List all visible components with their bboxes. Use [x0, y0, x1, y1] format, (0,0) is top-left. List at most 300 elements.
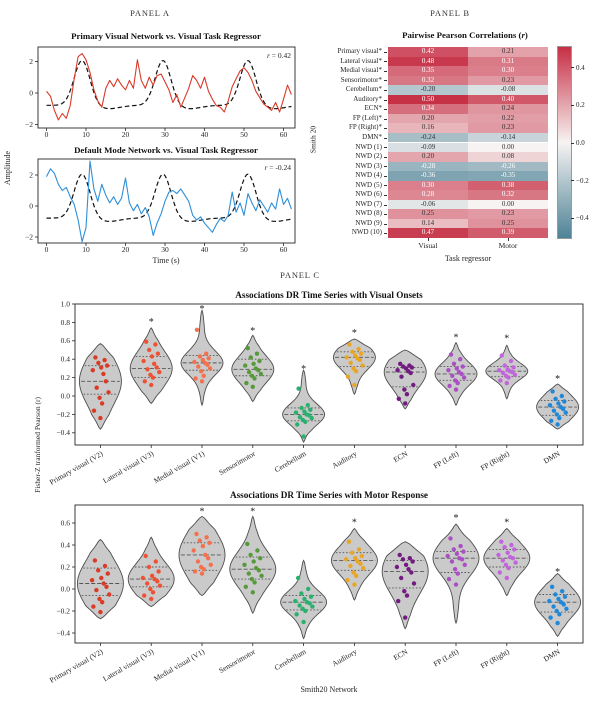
heatmap-cell: 0.14 — [388, 219, 468, 229]
heatmap-y-tick — [384, 109, 387, 110]
violin-dot — [557, 416, 561, 420]
violin-dot — [150, 354, 154, 358]
violin-dot — [257, 568, 261, 572]
category-label: Medial visual (V1) — [152, 448, 206, 486]
heatmap-row-label: NWD (3) — [355, 161, 382, 170]
significance-asterisk: * — [351, 517, 357, 529]
heatmap-cell: 0.25 — [388, 209, 468, 219]
category-label: FP (Right) — [478, 646, 511, 671]
violin-dot — [142, 593, 146, 597]
significance-asterisk: * — [148, 316, 154, 328]
violin-dot — [455, 366, 459, 370]
heatmap-y-tick — [384, 166, 387, 167]
category-label: Medial visual (V1) — [152, 646, 206, 684]
violin-dot — [202, 567, 206, 571]
violin-dot — [248, 553, 252, 557]
heatmap-title-close: ) — [524, 30, 528, 40]
y-tick-label: 0.2 — [60, 562, 70, 572]
violin-body — [484, 529, 530, 596]
panel-c-plots — [0, 282, 600, 709]
violin-dot — [145, 367, 149, 371]
violin-dot — [405, 593, 409, 597]
violin-dot — [296, 576, 300, 580]
violin-dot — [310, 604, 314, 608]
violin-body — [232, 335, 274, 401]
significance-asterisk: * — [504, 517, 510, 529]
significance-asterisk: * — [453, 513, 459, 525]
heatmap-row-label: NWD (1) — [355, 142, 382, 151]
heatmap-y-tick — [384, 233, 387, 234]
heatmap-y-tick — [384, 224, 387, 225]
violin-dot — [410, 559, 414, 563]
significance-asterisk: * — [555, 373, 561, 385]
heatmap-cell: 0.32 — [388, 76, 468, 86]
category-label: Cerebellum — [272, 448, 308, 475]
heatmap-cell: 0.48 — [388, 57, 468, 67]
heatmap-cell: 0.23 — [468, 123, 548, 133]
violin-dot — [555, 422, 559, 426]
panel-b-label: PANEL B — [430, 8, 470, 18]
heatmap-row-label: NWD (9) — [355, 218, 382, 227]
violin-dot — [147, 565, 151, 569]
violin-dot — [91, 368, 95, 372]
violin-dot — [411, 383, 415, 387]
violin-dot — [99, 576, 103, 580]
heatmap-cell: 0.47 — [388, 228, 468, 238]
task-regressor-line — [47, 61, 292, 109]
violin-dot — [202, 374, 206, 378]
heatmap-cell: -0.06 — [388, 200, 468, 210]
violin-dot — [205, 363, 209, 367]
violin-dot — [560, 589, 564, 593]
y-tick-label: 0.4 — [60, 354, 70, 364]
violin-dot — [549, 419, 553, 423]
heatmap-y-tick — [384, 52, 387, 53]
violin-dot — [256, 368, 260, 372]
heatmap-cell: -0.14 — [468, 133, 548, 143]
heatmap-cell: 0.32 — [468, 190, 548, 200]
violin-dot — [513, 560, 517, 564]
heatmap-xlabel: Task regressor — [444, 254, 492, 263]
significance-asterisk: * — [453, 332, 459, 344]
violin-dot — [446, 554, 450, 558]
violin-dot — [458, 544, 462, 548]
heatmap-cell: 0.39 — [468, 228, 548, 238]
violin-dot — [403, 401, 407, 405]
violin-dot — [208, 366, 212, 370]
violin-dot — [398, 553, 402, 557]
category-label: Auditory — [330, 448, 359, 471]
violin-dot — [198, 538, 202, 542]
violin-dot — [497, 368, 501, 372]
heatmap-y-tick — [384, 176, 387, 177]
category-label: Sensorimotor — [217, 448, 257, 477]
violin-dot — [303, 420, 307, 424]
violin-dot — [200, 571, 204, 575]
category-label: Cerebellum — [272, 646, 308, 673]
heatmap-cell: 0.30 — [468, 66, 548, 76]
violin-dot — [449, 352, 453, 356]
violin-dot — [452, 547, 456, 551]
violin-dot — [103, 564, 107, 568]
heatmap-row-label: Sensorimotor* — [340, 75, 382, 84]
network-timeseries-line — [47, 161, 292, 242]
violin-dot — [555, 412, 559, 416]
violin-dot — [506, 551, 510, 555]
violin-dot — [555, 621, 559, 625]
violin-dot — [401, 557, 405, 561]
violin-dot — [147, 348, 151, 352]
x-tick-label: 30 — [161, 245, 169, 254]
violin-dot — [358, 562, 362, 566]
violin-dot — [509, 359, 513, 363]
significance-asterisk: * — [199, 304, 205, 316]
heatmap-cell: -0.26 — [468, 162, 548, 172]
violin-dot — [244, 585, 248, 589]
violin-dot — [402, 387, 406, 391]
heatmap-cell: -0.28 — [388, 162, 468, 172]
violin-dot — [310, 416, 314, 420]
colorbar-tick-label: −0.2 — [576, 176, 589, 185]
heatmap-cell: -0.08 — [468, 85, 548, 95]
category-label: FP (Left) — [431, 448, 460, 471]
violin-dot — [301, 434, 305, 438]
violin-dot — [399, 576, 403, 580]
violin-dot — [562, 602, 566, 606]
violin-dot — [345, 355, 349, 359]
heatmap-cell: 0.38 — [468, 181, 548, 191]
violin-dot — [246, 346, 250, 350]
heatmap-cell: 0.34 — [388, 104, 468, 114]
x-tick-label: 40 — [200, 130, 209, 139]
violin-dot — [306, 587, 310, 591]
heatmap-row-label: FP (Right)* — [349, 123, 382, 132]
heatmap-row-label: NWD (5) — [355, 180, 382, 189]
violin-dot — [247, 571, 251, 575]
violin-dot — [503, 363, 507, 367]
significance-asterisk: * — [555, 567, 561, 578]
violin-dot — [462, 375, 466, 379]
violin-dot — [344, 557, 348, 561]
violin-dot — [496, 553, 500, 557]
heatmap-cell: 0.24 — [468, 104, 548, 114]
violin-dot — [294, 612, 298, 616]
x-tick-label: 0 — [44, 130, 49, 139]
violin-dot — [502, 545, 506, 549]
heatmap-cell: 0.23 — [468, 209, 548, 219]
violin-dot — [152, 362, 156, 366]
y-tick-label: 0.0 — [60, 584, 70, 594]
violin-dot — [141, 359, 145, 363]
violin-dot — [557, 612, 561, 616]
violin-dot — [447, 384, 451, 388]
violin-dot — [209, 563, 213, 567]
violin-dot — [499, 540, 503, 544]
violin-dot — [361, 566, 365, 570]
violin-dot — [563, 595, 567, 599]
violin-dot — [397, 397, 401, 401]
violin-dot — [458, 357, 462, 361]
y-tick-label: 0.4 — [60, 540, 70, 550]
violin-dot — [94, 588, 98, 592]
heatmap-y-tick — [384, 128, 387, 129]
violin-dot — [547, 599, 551, 603]
heatmap-cell: 0.00 — [468, 200, 548, 210]
violin-dot — [461, 549, 465, 553]
violin-dot — [259, 372, 263, 376]
axes-box — [38, 159, 295, 243]
y-tick-label: 0.2 — [60, 373, 70, 382]
y-tick-label: 2 — [29, 170, 33, 180]
violin-dot — [395, 368, 399, 372]
heatmap-row-label: ECN* — [364, 104, 382, 113]
significance-asterisk: * — [199, 506, 205, 518]
violin-dot — [498, 570, 502, 574]
violin-dot — [550, 389, 554, 393]
x-tick-label: 50 — [240, 130, 248, 139]
r-value-annotation: r = -0.24 — [264, 163, 291, 172]
violin-dot — [410, 365, 414, 369]
violin-dot — [354, 369, 358, 373]
violin-dot — [446, 368, 450, 372]
x-tick-label: 20 — [121, 245, 130, 254]
violin-dot — [447, 577, 451, 581]
violin-dot — [309, 595, 313, 599]
violin-dot — [360, 554, 364, 558]
heatmap-cell: 0.08 — [468, 152, 548, 162]
heatmap-row-label: Auditory* — [353, 94, 382, 103]
violin-dot — [402, 589, 406, 593]
violin-dot — [509, 543, 513, 547]
colorbar-tick — [571, 143, 574, 144]
violin-dot — [207, 541, 211, 545]
violin-dot — [498, 378, 502, 382]
violin-dot — [399, 375, 403, 379]
x-tick-label: 40 — [200, 245, 209, 254]
violin-dot — [348, 564, 352, 568]
heatmap-cell: 0.42 — [388, 47, 468, 57]
x-tick-label: 20 — [121, 130, 130, 139]
violin-dot — [295, 422, 299, 426]
violin-dot — [102, 358, 106, 362]
colorbar-tick — [571, 218, 574, 219]
violin-dot — [347, 342, 351, 346]
violin-dot — [505, 381, 509, 385]
significance-asterisk: * — [250, 506, 256, 518]
violin-dot — [98, 610, 102, 614]
violin-dot — [104, 585, 108, 589]
violin-dot — [258, 556, 262, 560]
y-tick-label: −0.4 — [56, 628, 70, 638]
heatmap-title — [340, 30, 590, 40]
heatmap-cell: -0.35 — [468, 171, 548, 181]
violin-dot — [455, 552, 459, 556]
category-label: Lateral visual (V3) — [101, 646, 156, 684]
heatmap-cell: 0.16 — [388, 123, 468, 133]
heatmap-cell: 0.21 — [468, 47, 548, 57]
heatmap-row-label: Cerebellum* — [345, 85, 382, 94]
axes-box — [38, 47, 295, 128]
violin-dot — [352, 383, 356, 387]
violin-dot — [357, 547, 361, 551]
violin-dot — [158, 584, 162, 588]
heatmap-y-tick — [384, 100, 387, 101]
category-label: FP (Left) — [431, 646, 460, 669]
violin-dot — [251, 385, 255, 389]
violin-dot — [251, 362, 255, 366]
violin-body — [283, 370, 325, 442]
heatmap-y-tick — [384, 214, 387, 215]
y-tick-label: −0.2 — [56, 409, 70, 419]
violin-body — [230, 516, 276, 613]
violin-dot — [251, 590, 255, 594]
violin-dot — [294, 410, 298, 414]
violin-dot — [456, 571, 460, 575]
heatmap-y-tick — [384, 71, 387, 72]
violin-dot — [403, 615, 407, 619]
heatmap-y-tick — [384, 138, 387, 139]
colorbar-tick-label: 0.2 — [576, 101, 585, 110]
violin-dot — [151, 590, 155, 594]
violin-dot — [144, 340, 148, 344]
violin-dot — [512, 547, 516, 551]
violin-dot — [345, 578, 349, 582]
violin-dot — [206, 556, 210, 560]
heatmap-title-text: Pairwise Pearson Correlations ( — [402, 30, 522, 40]
violin-dot — [200, 379, 204, 383]
violin-dot — [96, 568, 100, 572]
category-label: FP (Right) — [478, 448, 511, 473]
violin-dot — [207, 356, 211, 360]
colorbar-tick-label: 0.0 — [576, 139, 585, 147]
violin-dot — [107, 592, 111, 596]
panel-c-ylabel: Fisher-Z tranformed Pearson (r) — [33, 397, 42, 493]
violin-dot — [204, 352, 208, 356]
violin-dot — [144, 554, 148, 558]
y-tick-label: 0.6 — [60, 518, 70, 528]
violin-plot-title: Associations DR Time Series with Visual Onsets — [235, 290, 423, 300]
violin-dot — [194, 532, 198, 536]
category-label: Primary visual (V2) — [47, 646, 105, 685]
violin-dot — [551, 604, 555, 608]
violin-dot — [354, 574, 358, 578]
heatmap-cell: 0.00 — [468, 143, 548, 153]
heatmap-y-tick — [384, 147, 387, 148]
significance-asterisk: * — [504, 333, 510, 345]
violin-dot — [198, 354, 202, 358]
heatmap-y-tick — [384, 157, 387, 158]
violin-dot — [143, 379, 147, 383]
category-label: ECN — [391, 448, 410, 465]
violin-dot — [193, 569, 197, 573]
line-plot-title: Primary Visual Network vs. Visual Task Regressor — [71, 31, 261, 41]
heatmap-col-visual: Visual — [418, 241, 438, 250]
violin-dot — [145, 581, 149, 585]
y-tick-label: 1.0 — [60, 299, 70, 309]
significance-asterisk: * — [301, 363, 307, 375]
heatmap-cell: -0.36 — [388, 171, 468, 181]
category-label: ECN — [391, 646, 410, 663]
violin-dot — [141, 576, 145, 580]
violin-dot — [153, 342, 157, 346]
violin-dot — [100, 401, 104, 405]
violin-dot — [409, 570, 413, 574]
violin-dot — [404, 563, 408, 567]
category-label: DMN — [541, 646, 562, 664]
violin-dot — [93, 355, 97, 359]
y-tick-label: −0.4 — [56, 428, 70, 438]
violin-body — [179, 516, 225, 595]
heatmap-col-motor: Motor — [498, 241, 518, 250]
heatmap-row-label: NWD (2) — [355, 152, 382, 161]
r-value-annotation: r = 0.42 — [266, 51, 291, 60]
violin-dot — [552, 409, 556, 413]
x-tick-label: 60 — [279, 245, 288, 254]
violin-dot — [252, 580, 256, 584]
heatmap-cell: 0.25 — [468, 219, 548, 229]
heatmap-y-tick — [384, 185, 387, 186]
violin-dot — [395, 565, 399, 569]
violin-dot — [453, 567, 457, 571]
violin-dot — [299, 591, 303, 595]
violin-dot — [201, 544, 205, 548]
violin-dot — [193, 376, 197, 380]
category-label: Primary visual (V2) — [47, 448, 105, 487]
violin-plot-title: Associations DR Time Series with Motor Response — [229, 490, 429, 500]
panel-c-xlabel: Smith20 Network — [300, 685, 358, 694]
violin-dot — [255, 352, 259, 356]
violin-dot — [564, 410, 568, 414]
violin-dot — [450, 374, 454, 378]
violin-dot — [156, 569, 160, 573]
y-tick-label: 2 — [29, 56, 33, 66]
violin-dot — [149, 597, 153, 601]
heatmap-y-tick — [384, 195, 387, 196]
violin-body — [384, 350, 426, 409]
violin-dot — [196, 364, 200, 368]
x-tick-label: 60 — [279, 130, 288, 139]
heatmap-row-label: Medial visual* — [340, 66, 382, 75]
violin-dot — [306, 403, 310, 407]
violin-dot — [257, 359, 261, 363]
heatmap-ylabel: Smith 20 — [308, 125, 318, 154]
heatmap-row-label: NWD (8) — [355, 209, 382, 218]
violin-dot — [511, 556, 515, 560]
violin-dot — [149, 383, 153, 387]
violin-dot — [301, 620, 305, 624]
violin-dot — [352, 582, 356, 586]
violin-dot — [299, 406, 303, 410]
violin-dot — [101, 372, 105, 376]
violin-body — [128, 537, 174, 606]
violin-dot — [360, 363, 364, 367]
violin-dot — [405, 392, 409, 396]
category-label: Lateral visual (V3) — [101, 448, 156, 486]
panel-a-label: PANEL A — [130, 8, 170, 18]
heatmap-row-label: FP (Left)* — [352, 113, 382, 122]
violin-body — [181, 310, 223, 405]
violin-dot — [454, 582, 458, 586]
heatmap-title-italic-r: r — [521, 30, 525, 40]
violin-dot — [196, 559, 200, 563]
violin-dot — [356, 347, 360, 351]
violin-dot — [359, 352, 363, 356]
violin-body — [486, 345, 528, 398]
violin-dot — [308, 408, 312, 412]
violin-dot — [511, 365, 515, 369]
violin-dot — [245, 542, 249, 546]
violin-dot — [106, 390, 110, 394]
